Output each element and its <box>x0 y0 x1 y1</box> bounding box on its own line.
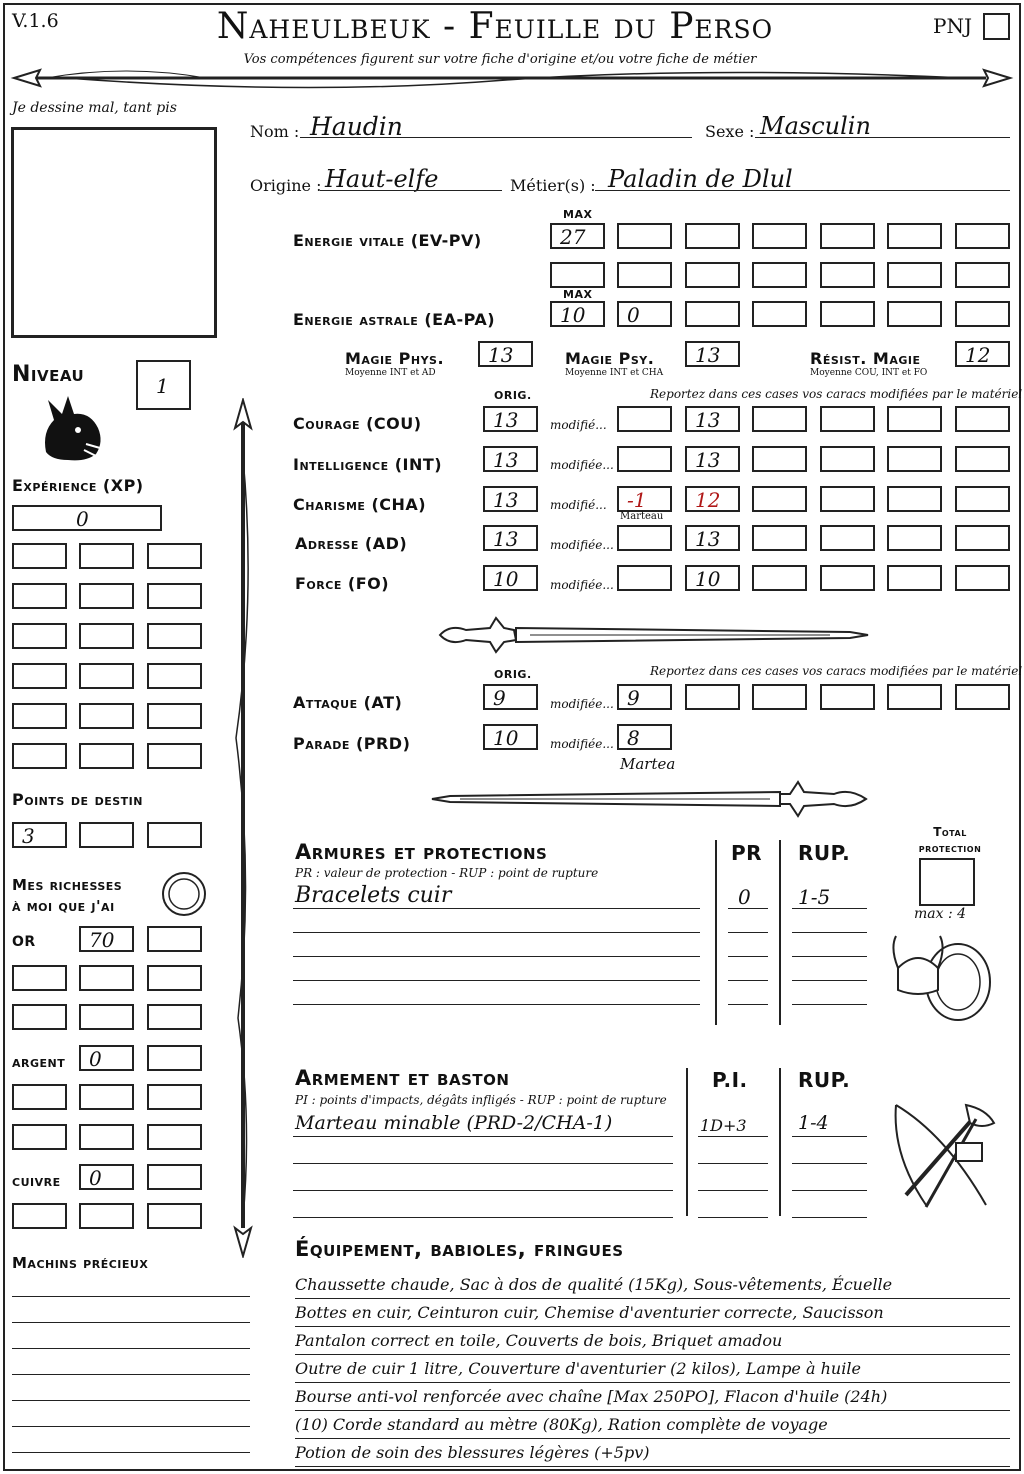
armure-pr-line-1 <box>728 908 768 909</box>
carac-fo-box-6[interactable] <box>887 565 942 591</box>
caracs-report-note: Reportez dans ces cases vos caracs modifiées par le matériel <box>650 387 1023 401</box>
ea-box-3[interactable] <box>685 301 740 327</box>
argent-box-8[interactable] <box>147 1124 202 1150</box>
portrait-caption: Je dessine mal, tant pis <box>12 100 177 116</box>
total-protection-label: Total protection <box>918 825 982 855</box>
ev-max-box[interactable]: 27 <box>550 223 605 249</box>
cuivre-box-3[interactable] <box>12 1203 67 1229</box>
carac-final-ad[interactable]: 13 <box>685 525 740 551</box>
armure-line-5[interactable] <box>293 1004 700 1005</box>
attaque-box-4[interactable] <box>752 684 807 710</box>
carac-orig-cha[interactable]: 13 <box>483 486 538 512</box>
sexe-label: Sexe : <box>705 122 755 141</box>
cuivre-box-4[interactable] <box>79 1203 134 1229</box>
ea-box-4[interactable] <box>752 301 807 327</box>
xp-grid-4[interactable] <box>12 583 67 609</box>
destin-box-3[interactable] <box>147 822 202 848</box>
carac-orig-int[interactable]: 13 <box>483 446 538 472</box>
equipement-line-2[interactable]: Bottes en cuir, Ceinturon cuir, Chemise d'aventurier correcte, Saucisson <box>295 1300 1010 1327</box>
resist-magie-box[interactable]: 12 <box>955 341 1010 367</box>
ev-box-8[interactable] <box>550 262 605 288</box>
arme-rup-line-4[interactable] <box>792 1217 867 1218</box>
sexe-line <box>755 137 1010 138</box>
nom-label: Nom : <box>250 122 300 141</box>
carac-fo-box-7[interactable] <box>955 565 1010 591</box>
machins-line-2[interactable] <box>12 1322 250 1323</box>
attaque-mod-label: modifiée... <box>550 697 614 711</box>
ev-box-14[interactable] <box>955 262 1010 288</box>
magie-psy-note: Moyenne INT et CHA <box>565 368 664 378</box>
sexe-value[interactable]: Masculin <box>760 112 871 140</box>
spear-divider-icon <box>6 66 1018 92</box>
carac-mod-ad[interactable] <box>617 525 672 551</box>
armure-pr-line-4[interactable] <box>728 980 768 981</box>
armure-line-1 <box>293 908 700 909</box>
armure-pr-1[interactable]: 0 <box>738 885 751 909</box>
xp-grid-2[interactable] <box>79 543 134 569</box>
attaque-mod-box[interactable]: 9 <box>617 684 672 710</box>
armure-rup-1[interactable]: 1-5 <box>798 885 831 909</box>
carac-final-fo[interactable]: 10 <box>685 565 740 591</box>
xp-grid-9[interactable] <box>147 623 202 649</box>
armure-rup-line-5[interactable] <box>792 1004 867 1005</box>
xp-grid-17[interactable] <box>79 743 134 769</box>
armure-rup-line-1 <box>792 908 867 909</box>
arme-pi-line-2[interactable] <box>698 1163 768 1164</box>
ea-max-label: MAX <box>563 288 593 301</box>
ea-max-box[interactable]: 10 <box>550 301 605 327</box>
parade-mod-label: modifiée... <box>550 737 614 751</box>
carac-cha-box-7[interactable] <box>955 486 1010 512</box>
ev-max-label: MAX <box>563 208 593 221</box>
parade-label: Parade (PRD) <box>293 734 411 753</box>
machins-line-7[interactable] <box>12 1452 250 1453</box>
arme-line-3[interactable] <box>293 1190 673 1191</box>
combat-report-note: Reportez dans ces cases vos caracs modifiées par le matériel <box>650 664 1023 678</box>
machins-line-1[interactable] <box>12 1296 250 1297</box>
carac-cou-box-6[interactable] <box>887 406 942 432</box>
metier-value[interactable]: Paladin de Dlul <box>608 165 793 193</box>
sword-icon-2 <box>430 776 870 822</box>
cuivre-box[interactable]: 0 <box>79 1164 134 1190</box>
parade-mod-box[interactable]: 8 <box>617 724 672 750</box>
or-box-4[interactable] <box>79 965 134 991</box>
carac-cha-box-6[interactable] <box>887 486 942 512</box>
carac-mod-label-ad: modifiée... <box>550 538 614 552</box>
ev-label: Energie vitale (EV-PV) <box>293 231 482 250</box>
armure-pr-line-5[interactable] <box>728 1004 768 1005</box>
niveau-box[interactable]: 1 <box>136 360 191 410</box>
armures-col-divider-2 <box>779 840 781 1025</box>
carac-label-fo: Force (FO) <box>295 574 390 593</box>
carac-orig-cou[interactable]: 13 <box>483 406 538 432</box>
nom-line <box>300 137 692 138</box>
carac-int-box-6[interactable] <box>887 446 942 472</box>
or-box[interactable]: 70 <box>79 926 134 952</box>
ev-box-10[interactable] <box>685 262 740 288</box>
ev-box-2[interactable] <box>617 223 672 249</box>
arme-line-1 <box>293 1136 673 1137</box>
sword-icon <box>430 612 870 658</box>
nom-value[interactable]: Haudin <box>310 112 403 141</box>
carac-cha-box-5[interactable] <box>820 486 875 512</box>
arme-rup-1[interactable]: 1-4 <box>798 1112 829 1134</box>
ea-box-7[interactable] <box>955 301 1010 327</box>
page-title: Naheulbeuk - Feuille du Perso <box>216 6 774 47</box>
coin-icon <box>160 870 208 918</box>
carac-mod-cou[interactable] <box>617 406 672 432</box>
metier-line <box>595 190 1010 191</box>
armures-rup-label: RUP. <box>798 841 851 865</box>
armure-rup-line-3[interactable] <box>792 956 867 957</box>
arme-rup-line-1 <box>792 1136 867 1137</box>
or-box-6[interactable] <box>12 1004 67 1030</box>
equipement-line-7[interactable]: Potion de soin des blessures légères (+5pv) <box>295 1440 1010 1467</box>
carac-final-cou[interactable]: 13 <box>685 406 740 432</box>
resist-magie-label: Résist. Magie <box>810 349 921 368</box>
armure-line-4[interactable] <box>293 980 700 981</box>
carac-mod-label-int: modifiée... <box>550 458 614 472</box>
carac-mod-int[interactable] <box>617 446 672 472</box>
ea-label: Energie astrale (EA-PA) <box>293 310 496 329</box>
carac-ad-box-5[interactable] <box>820 525 875 551</box>
carac-fo-box-4[interactable] <box>752 565 807 591</box>
ea-current-box[interactable]: 0 <box>617 301 672 327</box>
ev-box-5[interactable] <box>820 223 875 249</box>
magie-phys-note: Moyenne INT et AD <box>345 368 436 378</box>
argent-box[interactable]: 0 <box>79 1045 134 1071</box>
carac-cou-box-5[interactable] <box>820 406 875 432</box>
xp-grid-7[interactable] <box>12 623 67 649</box>
carac-cou-box-4[interactable] <box>752 406 807 432</box>
ev-box-6[interactable] <box>887 223 942 249</box>
argent-box-3[interactable] <box>12 1084 67 1110</box>
carac-ad-box-6[interactable] <box>887 525 942 551</box>
arme-pi-line-3[interactable] <box>698 1190 768 1191</box>
attaque-orig-box[interactable]: 9 <box>483 684 538 710</box>
ev-box-13[interactable] <box>887 262 942 288</box>
arme-line-2[interactable] <box>293 1163 673 1164</box>
armement-pi-label: P.I. <box>712 1068 748 1092</box>
pnj-checkbox[interactable] <box>983 13 1010 40</box>
pnj-label: PNJ <box>933 14 972 38</box>
magie-psy-label: Magie Psy. <box>565 349 655 368</box>
richesses-label-1: Mes richesses <box>12 876 123 894</box>
equipement-line-4[interactable]: Outre de cuir 1 litre, Couverture d'aventurier (2 kilos), Lampe à huile <box>295 1356 1010 1383</box>
argent-box-2[interactable] <box>147 1045 202 1071</box>
armures-title: Armures et protections <box>295 840 548 864</box>
carac-mod-note-cha: Marteau <box>620 511 664 522</box>
carac-int-box-7[interactable] <box>955 446 1010 472</box>
armure-rup-line-2[interactable] <box>792 932 867 933</box>
ev-box-11[interactable] <box>752 262 807 288</box>
ev-box-7[interactable] <box>955 223 1010 249</box>
version-label: V.1.6 <box>12 10 59 32</box>
attaque-box-6[interactable] <box>887 684 942 710</box>
niveau-label: Niveau <box>12 362 85 387</box>
carac-final-int[interactable]: 13 <box>685 446 740 472</box>
xp-grid-11[interactable] <box>79 663 134 689</box>
machins-label: Machins précieux <box>12 1254 149 1272</box>
carac-fo-box-5[interactable] <box>820 565 875 591</box>
attaque-label: Attaque (AT) <box>293 693 403 712</box>
vertical-spear-icon <box>228 398 258 1258</box>
armure-name-1[interactable]: Bracelets cuir <box>295 883 452 908</box>
arme-pi-line-4[interactable] <box>698 1217 768 1218</box>
equipement-line-3[interactable]: Pantalon correct en toile, Couverts de bois, Briquet amadou <box>295 1328 1010 1355</box>
caracs-orig-label: ORIG. <box>494 389 532 402</box>
xp-grid-15[interactable] <box>147 703 202 729</box>
cuivre-label: CUIVRE <box>12 1176 61 1189</box>
machins-line-4[interactable] <box>12 1374 250 1375</box>
xp-grid-12[interactable] <box>147 663 202 689</box>
xp-box[interactable]: 0 <box>12 505 162 531</box>
page-subtitle: Vos compétences figurent sur votre fiche d'origine et/ou votre fiche de métier <box>243 52 757 67</box>
carac-int-box-4[interactable] <box>752 446 807 472</box>
armement-rup-label: RUP. <box>798 1068 851 1092</box>
armement-title: Armement et baston <box>295 1066 510 1090</box>
xp-grid-13[interactable] <box>12 703 67 729</box>
carac-label-cha: Charisme (CHA) <box>293 495 427 514</box>
armures-pr-label: PR <box>731 841 763 865</box>
attaque-box-5[interactable] <box>820 684 875 710</box>
carac-mod-fo[interactable] <box>617 565 672 591</box>
or-box-8[interactable] <box>147 1004 202 1030</box>
xp-grid-8[interactable] <box>79 623 134 649</box>
cuivre-box-5[interactable] <box>147 1203 202 1229</box>
equipement-line-5[interactable]: Bourse anti-vol renforcée avec chaîne [Max 250PO], Flacon d'huile (24h) <box>295 1384 1010 1411</box>
or-box-7[interactable] <box>79 1004 134 1030</box>
total-protection-max: max : 4 <box>914 906 967 922</box>
or-box-2[interactable] <box>147 926 202 952</box>
xp-grid-5[interactable] <box>79 583 134 609</box>
destin-box[interactable]: 3 <box>12 822 67 848</box>
magie-psy-box[interactable]: 13 <box>685 341 740 367</box>
argent-label: ARGENT <box>12 1057 66 1070</box>
carac-mod-label-cou: modifié... <box>550 418 607 432</box>
carac-int-box-5[interactable] <box>820 446 875 472</box>
xp-grid-16[interactable] <box>12 743 67 769</box>
arme-pi-line-1 <box>698 1136 768 1137</box>
metier-label: Métier(s) : <box>510 176 596 195</box>
carac-label-cou: Courage (COU) <box>293 414 422 433</box>
or-box-3[interactable] <box>12 965 67 991</box>
xp-grid-10[interactable] <box>12 663 67 689</box>
xp-grid-6[interactable] <box>147 583 202 609</box>
machins-line-6[interactable] <box>12 1426 250 1427</box>
equipement-title: Équipement, babioles, fringues <box>295 1237 624 1261</box>
armement-col-divider-2 <box>779 1068 781 1216</box>
xp-grid-14[interactable] <box>79 703 134 729</box>
argent-box-7[interactable] <box>79 1124 134 1150</box>
armure-line-3[interactable] <box>293 956 700 957</box>
combat-orig-label: ORIG. <box>494 668 532 681</box>
ev-box-3[interactable] <box>685 223 740 249</box>
destin-box-2[interactable] <box>79 822 134 848</box>
dragon-icon <box>38 392 106 464</box>
armure-pr-line-3[interactable] <box>728 956 768 957</box>
ev-box-12[interactable] <box>820 262 875 288</box>
ea-box-6[interactable] <box>887 301 942 327</box>
armure-pr-line-2[interactable] <box>728 932 768 933</box>
attaque-box-7[interactable] <box>955 684 1010 710</box>
arme-rup-line-3[interactable] <box>792 1190 867 1191</box>
arme-line-4[interactable] <box>293 1217 673 1218</box>
argent-box-5[interactable] <box>147 1084 202 1110</box>
ev-box-9[interactable] <box>617 262 672 288</box>
armement-col-divider-1 <box>686 1068 688 1216</box>
arme-rup-line-2[interactable] <box>792 1163 867 1164</box>
carac-orig-ad[interactable]: 13 <box>483 525 538 551</box>
weapons-icon <box>886 1095 1004 1215</box>
armures-col-divider-1 <box>715 840 717 1025</box>
portrait-box[interactable] <box>11 127 217 338</box>
carac-orig-fo[interactable]: 10 <box>483 565 538 591</box>
destin-label: Points de destin <box>12 790 143 809</box>
carac-label-ad: Adresse (AD) <box>295 534 408 553</box>
armures-note: PR : valeur de protection - RUP : point de rupture <box>295 866 599 880</box>
carac-final-cha[interactable]: 12 <box>685 486 740 512</box>
armure-line-2[interactable] <box>293 932 700 933</box>
equipement-line-1[interactable]: Chaussette chaude, Sac à dos de qualité (15Kg), Sous-vêtements, Écuelle <box>295 1272 1010 1299</box>
richesses-label-2: à moi que j'ai <box>12 897 115 915</box>
resist-magie-note: Moyenne COU, INT et FO <box>810 368 928 378</box>
armement-note: PI : points d'impacts, dégâts infligés - RUP : point de rupture <box>295 1093 667 1107</box>
ea-box-5[interactable] <box>820 301 875 327</box>
attaque-box-3[interactable] <box>685 684 740 710</box>
arme-name-1[interactable]: Marteau minable (PRD-2/CHA-1) <box>295 1112 613 1134</box>
origine-value[interactable]: Haut-elfe <box>325 165 439 193</box>
armure-rup-line-4[interactable] <box>792 980 867 981</box>
ev-box-4[interactable] <box>752 223 807 249</box>
or-box-5[interactable] <box>147 965 202 991</box>
xp-grid-3[interactable] <box>147 543 202 569</box>
magie-phys-label: Magie Phys. <box>345 349 445 368</box>
machins-line-3[interactable] <box>12 1348 250 1349</box>
xp-grid-1[interactable] <box>12 543 67 569</box>
carac-ad-box-7[interactable] <box>955 525 1010 551</box>
parade-orig-box[interactable]: 10 <box>483 724 538 750</box>
or-label: OR <box>12 934 36 950</box>
carac-cha-box-4[interactable] <box>752 486 807 512</box>
machins-line-5[interactable] <box>12 1400 250 1401</box>
helmet-shield-icon <box>888 928 998 1028</box>
total-protection-box[interactable] <box>919 858 975 906</box>
magie-phys-box[interactable]: 13 <box>478 341 533 367</box>
arme-pi-1[interactable]: 1D+3 <box>700 1116 747 1135</box>
equipement-line-6[interactable]: (10) Corde standard au mètre (80Kg), Ration complète de voyage <box>295 1412 1010 1439</box>
origine-line <box>320 190 502 191</box>
carac-cou-box-7[interactable] <box>955 406 1010 432</box>
cuivre-box-2[interactable] <box>147 1164 202 1190</box>
xp-grid-18[interactable] <box>147 743 202 769</box>
carac-ad-box-4[interactable] <box>752 525 807 551</box>
argent-box-4[interactable] <box>79 1084 134 1110</box>
parade-mod-note: Martea <box>620 755 676 773</box>
carac-mod-label-cha: modifié... <box>550 498 607 512</box>
origine-label: Origine : <box>250 176 322 195</box>
xp-label: Expérience (XP) <box>12 476 144 495</box>
carac-mod-label-fo: modifiée... <box>550 578 614 592</box>
carac-label-int: Intelligence (INT) <box>293 455 443 474</box>
argent-box-6[interactable] <box>12 1124 67 1150</box>
carac-mod-cha[interactable]: -1 <box>617 486 672 512</box>
